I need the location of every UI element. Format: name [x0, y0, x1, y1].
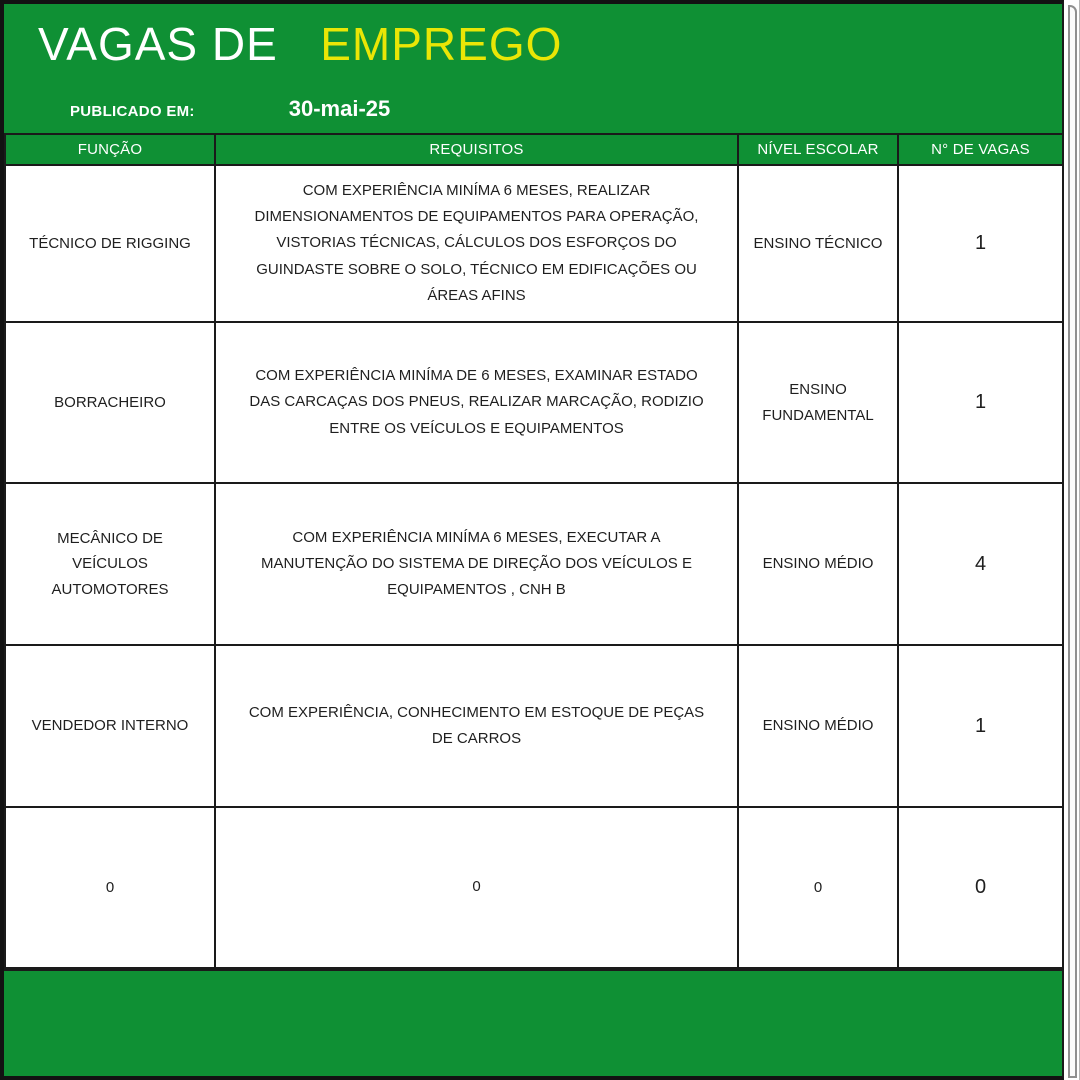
cell-funcao: MECÂNICO DE VEÍCULOS AUTOMOTORES — [5, 483, 215, 645]
header-banner — [4, 4, 1062, 133]
footer-banner — [4, 969, 1062, 1076]
cell-requisitos: COM EXPERIÊNCIA, CONHECIMENTO EM ESTOQUE DE PEÇAS DE CARROS — [215, 645, 738, 807]
column-header-n-de-vagas: N° DE VAGAS — [898, 134, 1063, 165]
cell-funcao: BORRACHEIRO — [5, 322, 215, 483]
title-vagas-de: VAGAS DE — [38, 18, 278, 70]
column-header-funcao: FUNÇÃO — [5, 134, 215, 165]
cell-vagas: 4 — [898, 483, 1063, 645]
cell-requisitos: 0 — [215, 807, 738, 968]
cell-vagas: 1 — [898, 645, 1063, 807]
table-row — [5, 645, 1063, 807]
published-line — [38, 96, 1062, 122]
cell-funcao: VENDEDOR INTERNO — [5, 645, 215, 807]
published-label: PUBLICADO EM: — [70, 103, 195, 120]
page-title — [38, 18, 1062, 82]
cell-vagas: 1 — [898, 322, 1063, 483]
cell-nivel-escolar: ENSINO MÉDIO — [738, 483, 898, 645]
cell-requisitos: COM EXPERIÊNCIA MINÍMA 6 MESES, EXECUTAR A MANUTENÇÃO DO SISTEMA DE DIREÇÃO DOS VEÍCULOS E EQUIPAMENTOS , CNH B — [215, 483, 738, 645]
column-header-requisitos: REQUISITOS — [215, 134, 738, 165]
cell-funcao: 0 — [5, 807, 215, 968]
vertical-scrollbar[interactable] — [1066, 0, 1080, 1080]
cell-requisitos: COM EXPERIÊNCIA MINÍMA DE 6 MESES, EXAMINAR ESTADO DAS CARCAÇAS DOS PNEUS, REALIZAR MARCAÇÃO, RODIZIO ENTRE OS VEÍCULOS E EQUIPAMENTOS — [215, 322, 738, 483]
cell-nivel-escolar: ENSINO MÉDIO — [738, 645, 898, 807]
column-header-nivel-escolar: NÍVEL ESCOLAR — [738, 134, 898, 165]
table-row — [5, 807, 1063, 968]
vacancies-table — [4, 133, 1064, 969]
cell-nivel-escolar: ENSINO TÉCNICO — [738, 165, 898, 322]
table-row — [5, 165, 1063, 322]
table-header-row — [5, 134, 1063, 165]
title-emprego: EMPREGO — [320, 18, 563, 70]
table-row — [5, 483, 1063, 645]
cell-nivel-escolar: 0 — [738, 807, 898, 968]
cell-nivel-escolar: ENSINO FUNDAMENTAL — [738, 322, 898, 483]
cell-funcao: TÉCNICO DE RIGGING — [5, 165, 215, 322]
published-date: 30-mai-25 — [288, 96, 391, 121]
scrollbar-track[interactable] — [1068, 5, 1077, 1078]
cell-vagas: 0 — [898, 807, 1063, 968]
cell-requisitos: COM EXPERIÊNCIA MINÍMA 6 MESES, REALIZAR DIMENSIONAMENTOS DE EQUIPAMENTOS PARA OPERAÇÃO, VISTORIAS TÉCNICAS, CÁLCULOS DOS ESFORÇOS DO GUINDASTE SOBRE O SOLO, TÉCNICO EM EDIFICAÇÕES OU ÁREAS AFINS — [215, 165, 738, 322]
table-row — [5, 322, 1063, 483]
cell-vagas: 1 — [898, 165, 1063, 322]
